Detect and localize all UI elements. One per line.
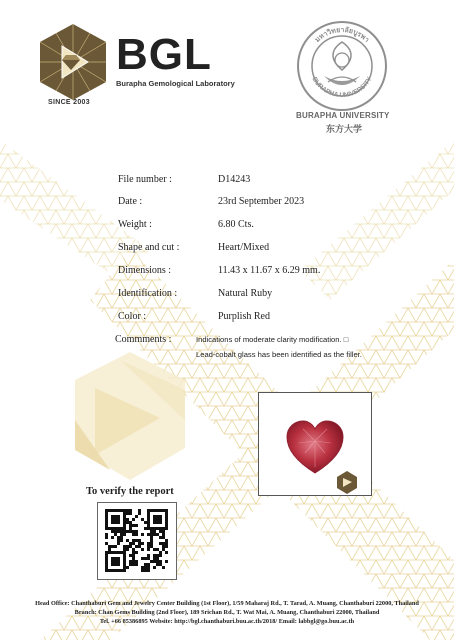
brand-name: BGL [116, 30, 212, 79]
svg-text:BURAPHA UNIVERSITY [311, 75, 374, 99]
since-label: SINCE 2003 [48, 99, 90, 106]
identification-label: Identification : [118, 288, 178, 299]
brand-subtitle: Burapha Gemological Laboratory [116, 79, 235, 88]
shape-cut-value: Heart/Mixed [218, 242, 270, 253]
file-number-label: File number : [118, 174, 172, 185]
footer-branch: Branch: Chan Gems Building (2nd Floor), 189 Srichan Rd., T. Wat Mai, A. Muang, Chanthaburi 22000, Thailand [74, 609, 380, 616]
university-chinese-name: 东方大学 [326, 125, 363, 135]
qr-code-frame[interactable] [97, 502, 177, 580]
seal-text-top: มหาวิทยาลัยบูรพา [313, 25, 371, 44]
burapha-university-seal [296, 20, 388, 112]
dimensions-value: 11.43 x 11.67 x 6.29 mm. [218, 265, 321, 276]
weight-label: Weight : [118, 219, 152, 230]
comments-line-2: Lead-cobalt glass has been identified as the filler. [196, 350, 362, 359]
gem-photo-frame [258, 392, 372, 496]
comments-line-1: Indications of moderate clarity modification. □ [196, 335, 349, 344]
file-number-value: D14243 [218, 174, 251, 185]
date-label: Date : [118, 196, 143, 207]
footer-contact: Tel. +66 85386895 Website: http://bgl.chanthaburi.buu.ac.th/2018/ Email: labbgl@go.buu.ac.th [99, 618, 355, 625]
footer-head-office: Head Office: Chanthaburi Gem and Jewelry Center Building (1st Floor), 1/59 Maharaj Rd., T. Tarad, A. Muang, Chanthaburi 22000, Thailand [35, 600, 419, 607]
ruby-heart-photo [259, 393, 371, 495]
verify-report-title: To verify the report [86, 486, 174, 497]
seal-text-bottom: BURAPHA UNIVERSITY [310, 75, 374, 99]
bgl-hexagon-emblem [38, 22, 108, 102]
comments-label: Commments : [115, 334, 172, 345]
color-label: Color : [118, 311, 147, 322]
date-value: 23rd September 2023 [218, 196, 305, 207]
university-name: BURAPHA UNIVERSITY [296, 111, 390, 120]
dimensions-label: Dimensions : [118, 265, 172, 276]
weight-value: 6.80 Cts. [218, 219, 254, 230]
shape-cut-label: Shape and cut : [118, 242, 180, 253]
qr-code[interactable] [98, 503, 176, 579]
color-value: Purplish Red [218, 311, 270, 322]
identification-value: Natural Ruby [218, 288, 273, 299]
